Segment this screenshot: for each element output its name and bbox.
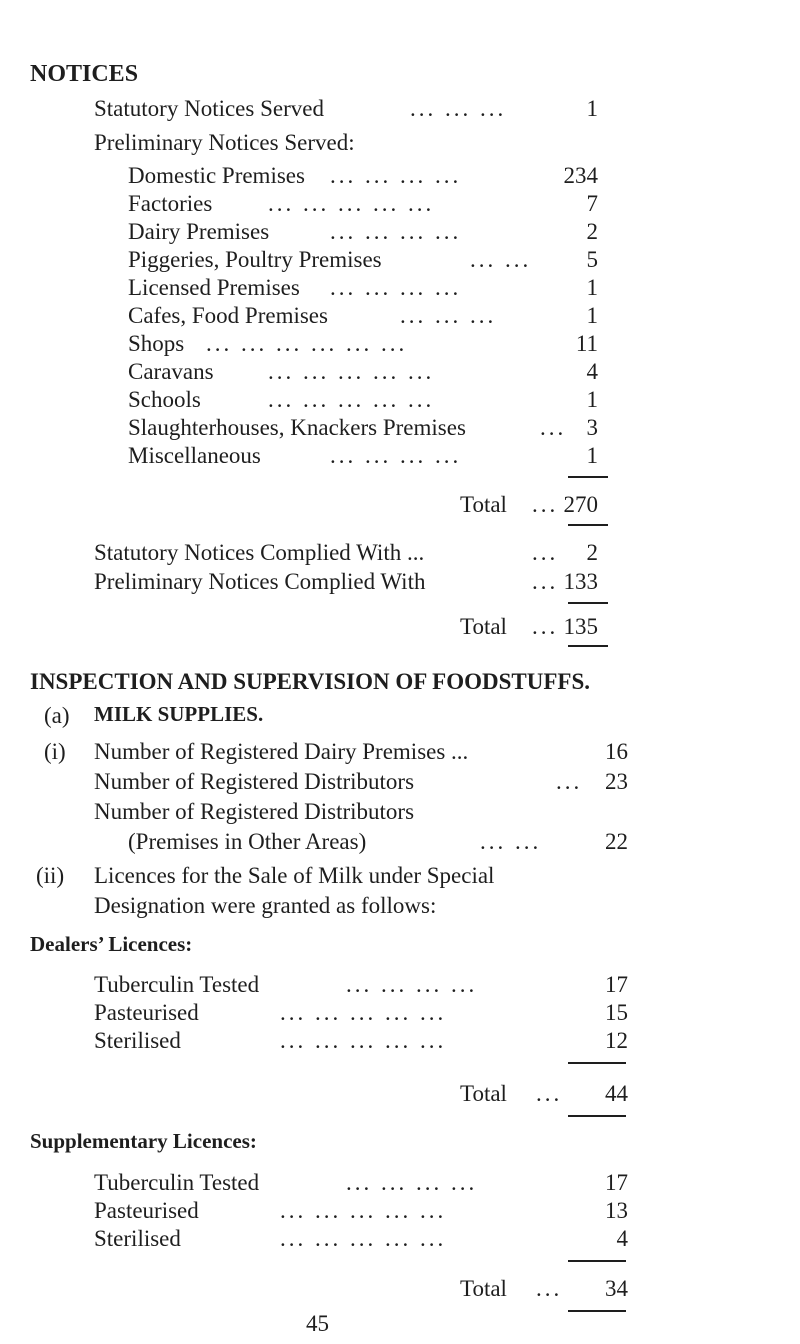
item-label: Number of Registered Distributors — [94, 769, 415, 794]
section-i-marker: (i) — [44, 739, 66, 764]
total-label: Total — [460, 614, 507, 639]
total-label: Total — [460, 492, 507, 517]
leader-dots: ... ... — [480, 829, 542, 854]
item-label: Pasteurised — [94, 1198, 199, 1223]
leader-dots: ... ... ... ... — [346, 1170, 478, 1195]
item-value: 12 — [605, 1028, 628, 1053]
total-rule — [568, 476, 608, 478]
item-value: 16 — [605, 739, 628, 764]
leader-dots: ... — [532, 492, 559, 517]
leader-dots: ... ... ... ... ... — [268, 191, 435, 216]
item-value: 4 — [586, 359, 598, 384]
total-label: Total — [460, 1081, 507, 1106]
leader-dots: ... ... ... ... — [330, 163, 462, 188]
item-label: Miscellaneous — [128, 443, 261, 468]
leader-dots: ... ... ... ... ... — [268, 387, 435, 412]
preliminary-complied-value: 133 — [563, 569, 598, 594]
item-value: 3 — [586, 415, 598, 440]
total-label: Total — [460, 1276, 507, 1301]
item-label: Licensed Premises — [128, 275, 300, 300]
item-label: Number of Registered Distributors — [94, 799, 415, 824]
licences-text-line2: Designation were granted as follows: — [94, 893, 437, 918]
section-a-marker: (a) — [44, 703, 70, 728]
notices-heading: NOTICES — [30, 61, 139, 87]
leader-dots: ... ... ... ... ... — [280, 1198, 447, 1223]
item-label: Pasteurised — [94, 1000, 199, 1025]
leader-dots: ... ... ... ... ... — [280, 1028, 447, 1053]
item-value: 7 — [586, 191, 598, 216]
statutory-complied-label: Statutory Notices Complied With ... — [94, 540, 425, 565]
leader-dots: ... ... ... ... — [330, 275, 462, 300]
total-rule — [568, 1260, 626, 1262]
item-value: 11 — [575, 331, 598, 356]
leader-dots: ... ... ... ... ... — [268, 359, 435, 384]
item-value: 1 — [586, 275, 598, 300]
item-label: Shops — [128, 331, 185, 356]
item-label: Number of Registered Dairy Premises ... — [94, 739, 469, 764]
statutory-served-value: 1 — [586, 96, 598, 121]
dealers-licences-heading: Dealers’ Licences: — [30, 932, 193, 956]
total-rule — [568, 524, 608, 526]
leader-dots: ... ... ... ... ... — [280, 1226, 447, 1251]
total-rule — [568, 1115, 626, 1117]
total-value: 44 — [605, 1081, 628, 1106]
leader-dots: ... ... ... ... ... — [280, 1000, 447, 1025]
milk-supplies-title: MILK SUPPLIES. — [94, 702, 264, 726]
total-value: 135 — [563, 614, 598, 639]
item-label: Domestic Premises — [128, 163, 305, 188]
item-label: (Premises in Other Areas) — [128, 829, 367, 854]
total-value: 270 — [563, 492, 598, 517]
item-label: Tuberculin Tested — [94, 1170, 260, 1195]
item-value: 1 — [586, 443, 598, 468]
leader-dots: ... — [536, 1276, 563, 1301]
preliminary-complied-label: Preliminary Notices Complied With — [94, 569, 426, 594]
leader-dots: ... ... ... — [400, 303, 497, 328]
leader-dots: ... ... ... — [410, 96, 507, 121]
item-label: Cafes, Food Premises — [128, 303, 328, 328]
total-rule — [568, 645, 608, 647]
item-value: 23 — [605, 769, 628, 794]
item-value: 234 — [563, 163, 598, 188]
total-value: 34 — [605, 1276, 628, 1301]
item-value: 17 — [605, 1170, 628, 1195]
leader-dots: ... — [536, 1081, 563, 1106]
item-label: Sterilised — [94, 1028, 181, 1053]
item-label: Schools — [128, 387, 201, 412]
leader-dots: ... ... ... ... ... ... — [206, 331, 408, 356]
leader-dots: ... ... ... ... — [346, 972, 478, 997]
page-number: 45 — [306, 1311, 329, 1336]
item-value: 1 — [586, 303, 598, 328]
statutory-complied-value: 2 — [586, 540, 598, 565]
item-label: Factories — [128, 191, 213, 216]
item-value: 22 — [605, 829, 628, 854]
item-label: Caravans — [128, 359, 214, 384]
preliminary-served-heading: Preliminary Notices Served: — [94, 130, 355, 155]
item-label: Tuberculin Tested — [94, 972, 260, 997]
section-ii-marker: (ii) — [36, 863, 65, 888]
item-value: 5 — [586, 247, 598, 272]
leader-dots: ... — [532, 540, 559, 565]
leader-dots: ... ... — [470, 247, 532, 272]
leader-dots: ... ... ... ... — [330, 219, 462, 244]
leader-dots: ... — [532, 614, 559, 639]
item-value: 15 — [605, 1000, 628, 1025]
licences-text-line1: Licences for the Sale of Milk under Special — [94, 863, 495, 888]
item-value: 17 — [605, 972, 628, 997]
total-rule — [568, 1310, 626, 1312]
leader-dots: ... — [540, 415, 567, 440]
item-label: Sterilised — [94, 1226, 181, 1251]
item-value: 13 — [605, 1198, 628, 1223]
item-value: 1 — [586, 387, 598, 412]
item-label: Piggeries, Poultry Premises — [128, 247, 382, 272]
leader-dots: ... ... ... ... — [330, 443, 462, 468]
item-label: Slaughterhouses, Knackers Premises — [128, 415, 466, 440]
item-value: 4 — [616, 1226, 628, 1251]
statutory-served-label: Statutory Notices Served — [94, 96, 324, 121]
inspection-heading: INSPECTION AND SUPERVISION OF FOODSTUFFS. — [30, 669, 591, 694]
item-label: Dairy Premises — [128, 219, 270, 244]
total-rule — [568, 1062, 626, 1064]
total-rule — [568, 602, 608, 604]
item-value: 2 — [586, 219, 598, 244]
supplementary-licences-heading: Supplementary Licences: — [30, 1129, 257, 1153]
leader-dots: ... — [556, 769, 583, 794]
leader-dots: ... — [532, 569, 559, 594]
